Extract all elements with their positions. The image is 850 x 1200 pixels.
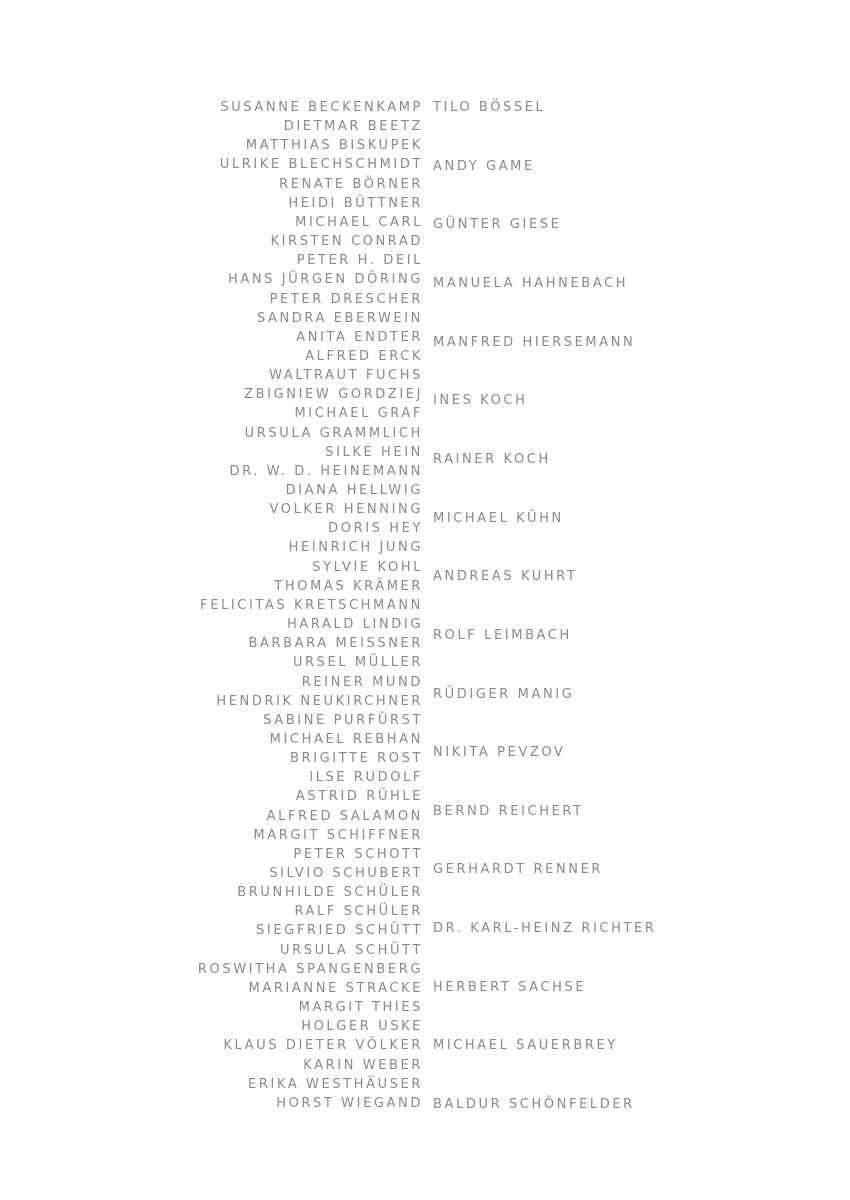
left-name: FELICITAS KRETSCHMANN bbox=[200, 598, 423, 613]
left-name: ROSWITHA SPANGENBERG bbox=[197, 962, 423, 977]
left-name: RENATE BÖRNER bbox=[279, 177, 423, 192]
left-name: MARGIT SCHIFFNER bbox=[253, 828, 423, 843]
left-name: HENDRIK NEUKIRCHNER bbox=[216, 694, 423, 709]
right-name: GÜNTER GIESE bbox=[433, 217, 562, 232]
left-name: SILVIO SCHUBERT bbox=[269, 866, 423, 881]
left-name: MARIANNE STRACKE bbox=[248, 981, 423, 996]
left-name: PETER SCHOTT bbox=[293, 847, 423, 862]
right-name: MICHAEL KÜHN bbox=[433, 511, 564, 526]
left-name: ALFRED SALAMON bbox=[266, 809, 423, 824]
left-name: DIANA HELLWIG bbox=[285, 483, 423, 498]
right-name: NIKITA PEVZOV bbox=[433, 745, 566, 760]
left-name: SABINE PURFÜRST bbox=[263, 713, 423, 728]
left-name: ALFRED ERCK bbox=[305, 349, 423, 364]
left-name: ERIKA WESTHÄUSER bbox=[248, 1077, 423, 1092]
left-name: URSEL MÜLLER bbox=[292, 655, 423, 670]
left-name: VOLKER HENNING bbox=[269, 502, 423, 517]
left-name: ANITA ENDTER bbox=[296, 330, 423, 345]
left-name: REINER MUND bbox=[301, 675, 423, 690]
left-name: SYLVIE KOHL bbox=[312, 560, 423, 575]
left-name: HEINRICH JUNG bbox=[288, 540, 423, 555]
right-name: TILO BÖSSEL bbox=[433, 100, 546, 115]
left-name: THOMAS KRÄMER bbox=[274, 579, 423, 594]
left-name: DIETMAR BEETZ bbox=[283, 119, 423, 134]
left-name: SANDRA EBERWEIN bbox=[256, 311, 423, 326]
left-name: BRUNHILDE SCHÜLER bbox=[237, 885, 423, 900]
right-name: HERBERT SACHSE bbox=[433, 980, 587, 995]
left-name: BRIGITTE ROST bbox=[290, 751, 423, 766]
left-name: PETER DRESCHER bbox=[269, 292, 423, 307]
left-name: SUSANNE BECKENKAMP bbox=[220, 100, 423, 115]
left-name: KARIN WEBER bbox=[303, 1058, 423, 1073]
left-name: MICHAEL REBHAN bbox=[269, 732, 423, 747]
right-name: BALDUR SCHÖNFELDER bbox=[433, 1097, 635, 1112]
left-name: ZBIGNIEW GORDZIEJ bbox=[244, 387, 423, 402]
right-name: DR. KARL-HEINZ RICHTER bbox=[433, 921, 657, 936]
left-name: SIEGFRIED SCHÜTT bbox=[256, 923, 423, 938]
left-name: BARBARA MEISSNER bbox=[248, 636, 423, 651]
right-name: RAINER KOCH bbox=[433, 452, 551, 467]
right-name: ANDREAS KUHRT bbox=[433, 569, 578, 584]
left-name: WALTRAUT FUCHS bbox=[269, 368, 423, 383]
left-name: HANS JÜRGEN DÖRING bbox=[227, 272, 423, 287]
right-name: RÜDIGER MANIG bbox=[433, 687, 575, 702]
left-name: HORST WIEGAND bbox=[276, 1096, 423, 1111]
left-name: MICHAEL GRAF bbox=[294, 406, 423, 421]
right-name: MICHAEL SAUERBREY bbox=[433, 1038, 618, 1053]
right-name: MANUELA HAHNEBACH bbox=[433, 276, 629, 291]
right-name: MANFRED HIERSEMANN bbox=[433, 335, 636, 350]
left-name: ASTRID RÜHLE bbox=[295, 789, 423, 804]
left-name: KIRSTEN CONRAD bbox=[270, 234, 423, 249]
left-name: URSULA GRAMMLICH bbox=[244, 426, 423, 441]
left-name: SILKE HEIN bbox=[325, 445, 423, 460]
right-name: GERHARDT RENNER bbox=[433, 862, 604, 877]
left-name: HOLGER USKE bbox=[301, 1019, 423, 1034]
right-name: INES KOCH bbox=[433, 393, 528, 408]
right-name: ROLF LEIMBACH bbox=[433, 628, 572, 643]
left-name: MARGIT THIES bbox=[298, 1000, 423, 1015]
left-name: ILSE RUDOLF bbox=[309, 770, 423, 785]
left-name: ULRIKE BLECHSCHMIDT bbox=[219, 157, 423, 172]
left-name: MICHAEL CARL bbox=[295, 215, 423, 230]
left-name: DR. W. D. HEINEMANN bbox=[229, 464, 423, 479]
left-name: HARALD LINDIG bbox=[287, 617, 423, 632]
right-name: ANDY GAME bbox=[433, 159, 535, 174]
left-name: KLAUS DIETER VÖLKER bbox=[223, 1038, 423, 1053]
left-name: PETER H. DEIL bbox=[296, 253, 423, 268]
left-name: RALF SCHÜLER bbox=[294, 904, 423, 919]
left-name: HEIDI BÜTTNER bbox=[288, 196, 423, 211]
left-name: DORIS HEY bbox=[328, 521, 423, 536]
left-name: URSULA SCHÜTT bbox=[280, 943, 423, 958]
right-name: BERND REICHERT bbox=[433, 804, 584, 819]
left-name: MATTHIAS BISKUPEK bbox=[245, 138, 423, 153]
